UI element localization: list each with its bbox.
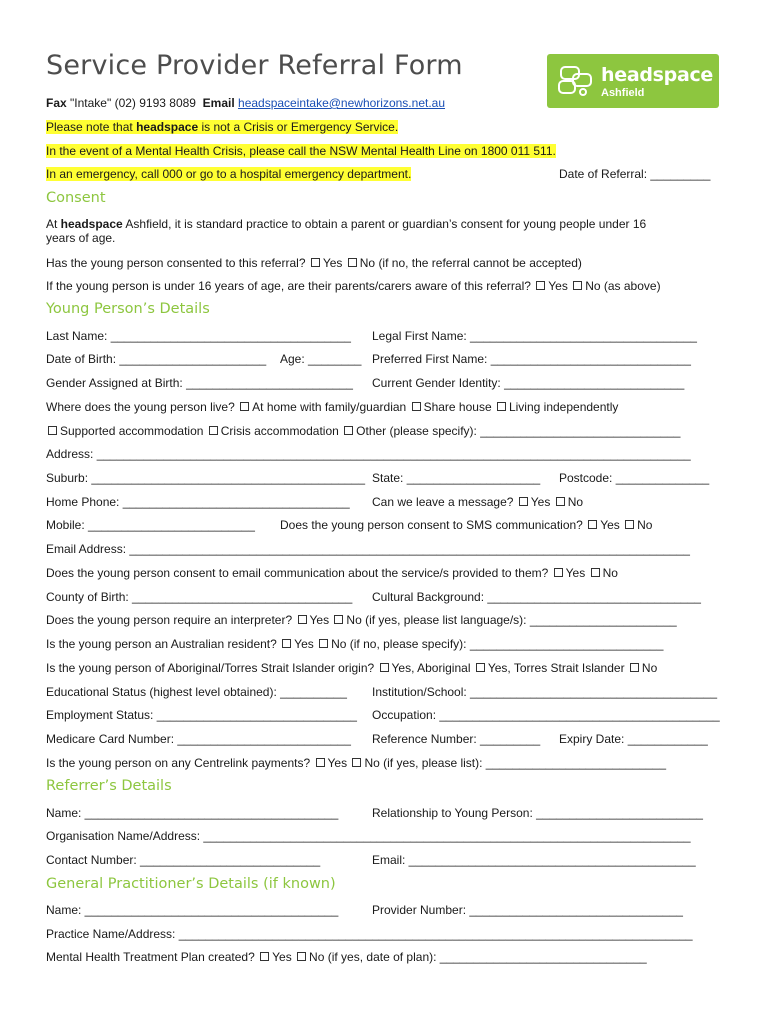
email-consent-question [46,566,618,580]
question-text: Does the young person consent to SMS communication? [280,518,583,532]
option-label: Yes [600,518,620,532]
question-text: Does the young person require an interpreter? [46,613,293,627]
logo-name: headspace [601,64,714,86]
referrer-name-field[interactable]: Name: ______________________________________ [46,806,339,820]
checkbox[interactable] [573,281,582,290]
checkbox[interactable] [554,568,563,577]
checkbox[interactable] [334,615,343,624]
contact-number-field[interactable]: Contact Number: ___________________________ [46,853,321,867]
option-label: Yes, Torres Strait Islander [487,661,625,675]
age-field[interactable]: Age: ________ [280,352,362,366]
checkbox[interactable] [556,497,565,506]
fax-value: "Intake" (02) 9193 8089 [70,96,196,110]
date-of-referral-field[interactable]: Date of Referral: _________ [559,167,711,181]
medicare-field[interactable]: Medicare Card Number: __________________________ [46,732,351,746]
option-label: No [602,566,618,580]
centrelink-question [46,756,666,770]
mhtp-question [46,950,647,964]
option-label: No (if yes, please list language/s): ______________________ [346,613,677,627]
notice-text: In an emergency, call 000 or go to a hospital emergency department. [46,167,412,181]
option-label: No (if no, the referral cannot be accepted) [359,256,582,270]
headspace-logo-icon [557,64,597,98]
notice-emergency [46,167,411,181]
living-question [46,400,618,414]
checkbox[interactable] [282,639,291,648]
consent-question-1 [46,256,582,270]
dob-field[interactable]: Date of Birth: ______________________ [46,352,267,366]
organisation-field[interactable]: Organisation Name/Address: _________________________________________________________________________ [46,829,691,843]
checkbox[interactable] [48,426,57,435]
option-label: Crisis accommodation [220,424,339,438]
checkbox[interactable] [316,758,325,767]
option-label: Yes [327,756,348,770]
consent-intro [46,217,646,231]
checkbox[interactable] [630,663,639,672]
postcode-field[interactable]: Postcode: ______________ [559,471,710,485]
notice-text: Please note that [46,120,137,134]
institution-field[interactable]: Institution/School: _____________________________________ [372,685,717,699]
option-label: Other (please specify): ______________________________ [356,424,681,438]
option-label: No [567,495,584,509]
checkbox[interactable] [380,663,389,672]
question-text: Can we leave a message? [372,495,514,509]
expiry-date-field[interactable]: Expiry Date: ____________ [559,732,708,746]
option-label: No [637,518,653,532]
logo-subtitle: Ashfield [601,87,645,99]
consent-heading: Consent [46,190,106,206]
question-text: Has the young person consented to this referral? [46,256,306,270]
checkbox[interactable] [209,426,218,435]
option-label: Yes [272,950,292,964]
option-label: Yes [322,256,343,270]
question-text: Mental Health Treatment Plan created? [46,950,255,964]
option-label: Yes [294,637,314,651]
gp-heading: General Practitioner’s Details (if known) [46,876,336,892]
option-label: Yes [530,495,551,509]
question-text: Does the young person consent to email communication about the service/s provided to them? [46,566,549,580]
preferred-first-name-field[interactable]: Preferred First Name: ______________________________ [372,352,691,366]
employment-field[interactable]: Employment Status: ______________________________ [46,708,357,722]
option-label: Yes [565,566,586,580]
text-bold: headspace [60,217,123,231]
occupation-field[interactable]: Occupation: __________________________________________ [372,708,720,722]
question-text: Is the young person of Aboriginal/Torres Strait Islander origin? [46,661,375,675]
option-label: No (if yes, date of plan): _______________________________ [309,950,647,964]
checkbox[interactable] [298,615,307,624]
checkbox[interactable] [319,639,328,648]
address-field[interactable]: Address: _________________________________________________________________________________________ [46,447,691,461]
option-label: Yes [309,613,330,627]
text: Ashfield, it is standard practice to obtain a parent or guardian’s consent for young people under 16 [122,217,647,231]
email-label: Email [202,96,235,110]
checkbox[interactable] [348,258,357,267]
email-address-field[interactable]: Email Address: ____________________________________________________________________________________ [46,542,690,556]
option-label: No (as above) [585,279,661,293]
gender-identity-field[interactable]: Current Gender Identity: ___________________________ [372,376,685,390]
option-label: No [641,661,658,675]
cultural-background-field[interactable]: Cultural Background: ________________________________ [372,590,701,604]
fax-label: Fax [46,96,67,110]
email-link[interactable]: headspaceintake@newhorizons.net.au [238,96,446,110]
option-label: At home with family/guardian [252,400,407,414]
legal-first-name-field[interactable]: Legal First Name: __________________________________ [372,329,697,343]
checkbox[interactable] [476,663,485,672]
gp-name-field[interactable]: Name: ______________________________________ [46,903,339,917]
consent-question-2 [46,279,661,293]
checkbox[interactable] [536,281,545,290]
notice-bold: headspace [136,120,199,134]
suburb-field[interactable]: Suburb: _________________________________________ [46,471,365,485]
checkbox[interactable] [352,758,361,767]
contact-line [46,96,445,110]
checkbox[interactable] [588,520,597,529]
option-label: No (if no, please specify): _____________________________ [331,637,664,651]
education-field[interactable]: Educational Status (highest level obtained): __________ [46,685,347,699]
checkbox[interactable] [260,952,269,961]
question-text: Where does the young person live? [46,400,235,414]
option-label: Yes, Aboriginal [391,661,471,675]
notice-not-crisis [46,120,398,134]
text: At [46,217,61,231]
resident-question [46,637,663,651]
provider-number-field[interactable]: Provider Number: ________________________________ [372,903,683,917]
practice-field[interactable]: Practice Name/Address: _____________________________________________________________________________ [46,927,693,941]
option-label: No (if yes, please list): ___________________________ [364,756,667,770]
notice-crisis-line [46,144,556,158]
checkbox[interactable] [240,402,249,411]
question-text: If the young person is under 16 years of age, are their parents/carers aware of this referral? [46,279,531,293]
referrer-heading: Referrer’s Details [46,778,172,794]
interpreter-question [46,613,677,627]
country-of-birth-field[interactable]: County of Birth: _________________________________ [46,590,353,604]
leave-message-question [372,495,583,509]
checkbox[interactable] [625,520,634,529]
atsi-question [46,661,657,675]
referrer-email-field[interactable]: Email: ___________________________________________ [372,853,696,867]
living-options-2 [46,424,680,438]
consent-intro-line2: years of age. [46,231,116,245]
question-text: Is the young person an Australian resident? [46,637,277,651]
checkbox[interactable] [311,258,320,267]
option-label: Share house [423,400,492,414]
reference-number-field[interactable]: Reference Number: _________ [372,732,541,746]
checkbox[interactable] [412,402,421,411]
page-title: Service Provider Referral Form [46,50,463,81]
relationship-field[interactable]: Relationship to Young Person: _________________________ [372,806,703,820]
sms-consent-question [280,518,652,532]
checkbox[interactable] [591,568,600,577]
state-field[interactable]: State: ____________________ [372,471,541,485]
question-text: Is the young person on any Centrelink payments? [46,756,311,770]
notice-text: In the event of a Mental Health Crisis, please call the NSW Mental Health Line on 1800 011 511. [46,144,556,158]
checkbox[interactable] [344,426,353,435]
headspace-logo [547,54,719,108]
young-person-heading: Young Person’s Details [46,301,210,317]
checkbox[interactable] [519,497,528,506]
mobile-field[interactable]: Mobile: _________________________ [46,518,255,532]
checkbox[interactable] [297,952,306,961]
option-label: Yes [548,279,568,293]
home-phone-field[interactable]: Home Phone: __________________________________ [46,495,350,509]
option-label: Living independently [508,400,619,414]
option-label: Supported accommodation [60,424,204,438]
notice-text: is not a Crisis or Emergency Service. [198,120,399,134]
last-name-field[interactable]: Last Name: ____________________________________ [46,329,351,343]
checkbox[interactable] [497,402,506,411]
gender-at-birth-field[interactable]: Gender Assigned at Birth: _________________________ [46,376,353,390]
